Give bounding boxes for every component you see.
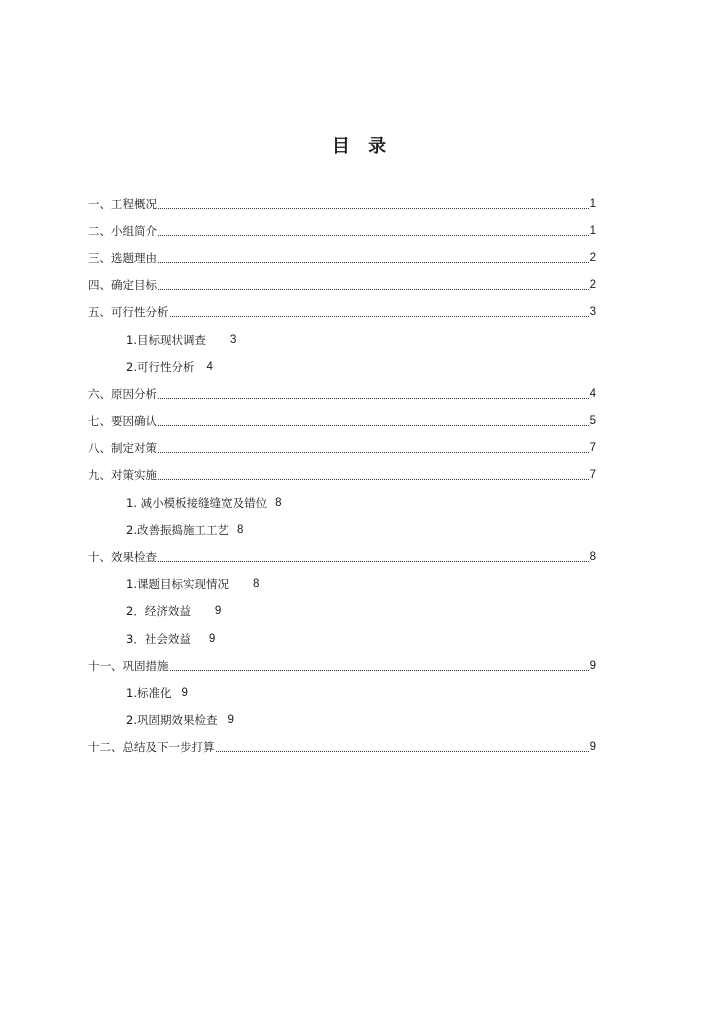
toc-entry-label: 一、工程概况	[88, 196, 157, 211]
dot-leader	[158, 550, 589, 562]
dot-leader	[216, 740, 589, 752]
toc-subentry[interactable]	[88, 707, 596, 734]
dot-leader	[158, 441, 589, 453]
toc-entry-label: 五、可行性分析	[88, 305, 169, 320]
toc-entry[interactable]	[88, 408, 596, 435]
toc-subentry[interactable]	[88, 598, 596, 625]
toc-page-number: 4	[206, 360, 213, 373]
toc-page-number: 8	[275, 496, 282, 509]
toc-page-number: 3	[589, 306, 596, 319]
toc-entry[interactable]	[88, 217, 596, 244]
toc-page-number: 7	[589, 469, 596, 482]
toc-page-number: 9	[181, 686, 188, 699]
toc-subentry[interactable]	[88, 571, 596, 598]
toc-page-number: 5	[589, 415, 596, 428]
toc-page-number: 1	[589, 197, 596, 210]
dot-leader	[158, 387, 589, 399]
toc-page-number: 7	[589, 442, 596, 455]
toc-entry-label: 1.目标现状调查	[126, 332, 206, 347]
table-of-contents	[88, 190, 596, 761]
toc-page-number: 9	[214, 605, 222, 618]
toc-subentry[interactable]	[88, 353, 596, 380]
toc-page-number: 4	[589, 387, 596, 400]
toc-page-number: 3	[229, 333, 237, 346]
toc-entry[interactable]	[88, 190, 596, 217]
toc-entry[interactable]	[88, 652, 596, 679]
toc-subentry[interactable]	[88, 625, 596, 652]
toc-entry-label: 1. 减小模板接缝缝宽及错位	[126, 495, 268, 510]
dot-leader	[158, 197, 589, 209]
toc-entry-label: 六、原因分析	[88, 386, 157, 401]
toc-entry-label: 2．经济效益	[126, 604, 191, 619]
toc-entry-label: 1.课题目标实现情况	[126, 577, 229, 592]
toc-page-number: 8	[236, 523, 244, 536]
toc-entry-label: 2.可行性分析	[126, 359, 195, 374]
toc-page-number: 9	[227, 714, 234, 727]
toc-entry[interactable]	[88, 244, 596, 271]
toc-entry-label: 十、效果检查	[88, 550, 157, 565]
toc-subentry[interactable]	[88, 326, 596, 353]
toc-page-number: 9	[589, 659, 596, 672]
dot-leader	[158, 414, 589, 426]
toc-entry[interactable]	[88, 462, 596, 489]
dot-leader	[158, 251, 589, 263]
toc-page-number: 9	[208, 632, 216, 645]
toc-entry-label: 十二、总结及下一步打算	[88, 740, 215, 755]
toc-entry-label: 十一、巩固措施	[88, 658, 169, 673]
toc-entry-label: 3．社会效益	[126, 631, 191, 646]
toc-subentry[interactable]	[88, 516, 596, 543]
toc-entry-label: 八、制定对策	[88, 441, 157, 456]
page-title: 目 录	[331, 136, 393, 157]
toc-entry-label: 七、要因确认	[88, 414, 157, 429]
toc-entry[interactable]	[88, 435, 596, 462]
toc-page-number: 8	[252, 578, 260, 591]
toc-entry[interactable]	[88, 272, 596, 299]
toc-page-number: 1	[589, 224, 596, 237]
toc-entry-label: 2.巩固期效果检查	[126, 713, 218, 728]
toc-page-number: 2	[589, 251, 596, 264]
toc-entry[interactable]	[88, 299, 596, 326]
toc-entry-label: 1.标准化	[126, 685, 172, 700]
toc-entry[interactable]	[88, 543, 596, 570]
toc-entry[interactable]	[88, 734, 596, 761]
toc-page-number: 9	[589, 741, 596, 754]
toc-entry-label: 二、小组简介	[88, 223, 157, 238]
toc-entry-label: 三、选题理由	[88, 250, 157, 265]
toc-entry[interactable]	[88, 380, 596, 407]
dot-leader	[158, 224, 589, 236]
toc-subentry[interactable]	[88, 489, 596, 516]
dot-leader	[158, 468, 589, 480]
dot-leader	[170, 659, 589, 671]
dot-leader	[170, 305, 589, 317]
dot-leader	[158, 278, 589, 290]
toc-page-number: 8	[589, 551, 596, 564]
toc-subentry[interactable]	[88, 679, 596, 706]
toc-entry-label: 四、确定目标	[88, 278, 157, 293]
toc-entry-label: 九、对策实施	[88, 468, 157, 483]
toc-page-number: 2	[589, 279, 596, 292]
toc-entry-label: 2.改善振捣施工工艺	[126, 522, 229, 537]
